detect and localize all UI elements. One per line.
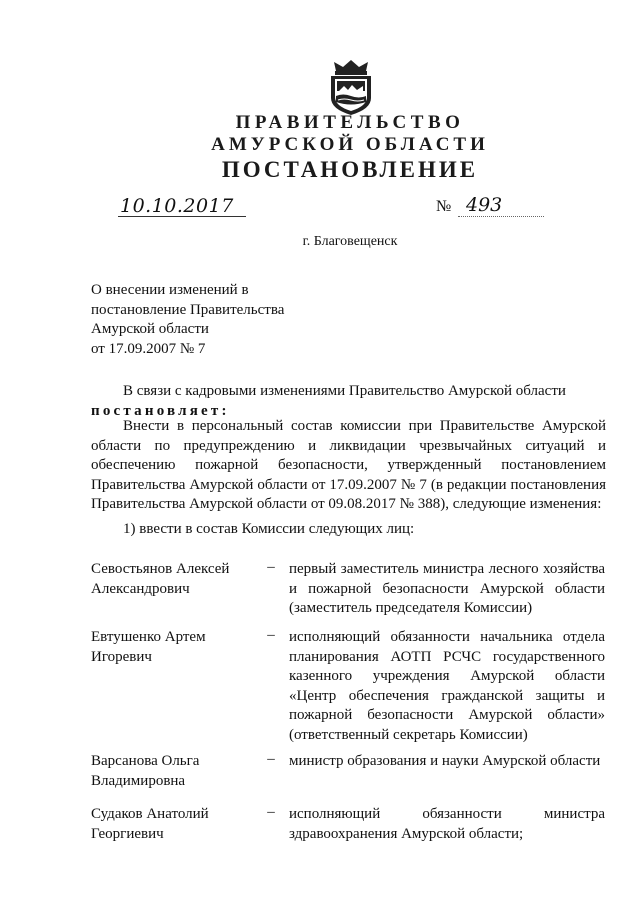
document-type-heading: ПОСТАНОВЛЕНИЕ (221, 157, 479, 182)
region-heading: АМУРСКОЙ ОБЛАСТИ (211, 134, 489, 155)
government-heading: ПРАВИТЕЛЬСТВО (235, 112, 465, 133)
handwritten-date: 10.10.2017 (120, 195, 234, 217)
member-name: Судаков Анатолий Георгиевич (91, 806, 209, 842)
member-dash: – (267, 804, 275, 820)
title-line: Амурской области (91, 321, 209, 337)
coat-of-arms-emblem-icon (326, 58, 376, 116)
member-role: министр образования и науки Амурской области (289, 753, 601, 769)
number-label: № (436, 198, 452, 215)
member-dash: – (267, 751, 275, 767)
member-role: исполняющий обязанности министра здравоохранения Амурской области; (289, 806, 605, 842)
member-name: Варсанова Ольга Владимировна (91, 753, 200, 789)
main-paragraph: Внести в персональный состав комиссии при Правительстве Амурской области по предупреждению и ликвидации чрезвычайных ситуаций и обеспечению пожарной безопасности, утвержденный постановлением Правительства Амурской области от 17.09.2007 № 7 (в редакции постановления Правительства Амурской области от 09.08.2017 № 388), следующие изменения: (91, 418, 606, 512)
item-one: 1) ввести в состав Комиссии следующих лиц: (123, 521, 415, 537)
city-name: г. Благовещенск (302, 234, 398, 249)
handwritten-number: 493 (466, 194, 503, 216)
member-name: Евтушенко Артем Игоревич (91, 629, 206, 665)
member-dash: – (267, 559, 275, 575)
title-line: О внесении изменений в (91, 282, 249, 298)
title-line: постановление Правительства (91, 301, 285, 318)
intro-paragraph: В связи с кадровыми изменениями Правительство Амурской области (123, 383, 566, 399)
document-title (91, 281, 284, 359)
member-name: Севостьянов Алексей Александрович (91, 561, 230, 597)
member-dash: – (267, 627, 275, 643)
member-role: исполняющий обязанности начальника отдела планирования АОТП РСЧС государственного казенного учреждения Амурской области «Центр обеспечения гражданской защиты и пожарной безопасности Амурской области» (ответственный секретарь Комиссии) (289, 629, 605, 743)
member-role: первый заместитель министра лесного хозяйства и пожарной безопасности Амурской области (заместитель председателя Комиссии) (289, 561, 605, 616)
title-line: от 17.09.2007 № 7 (91, 340, 206, 357)
decree-word: постановляет: (91, 403, 230, 419)
